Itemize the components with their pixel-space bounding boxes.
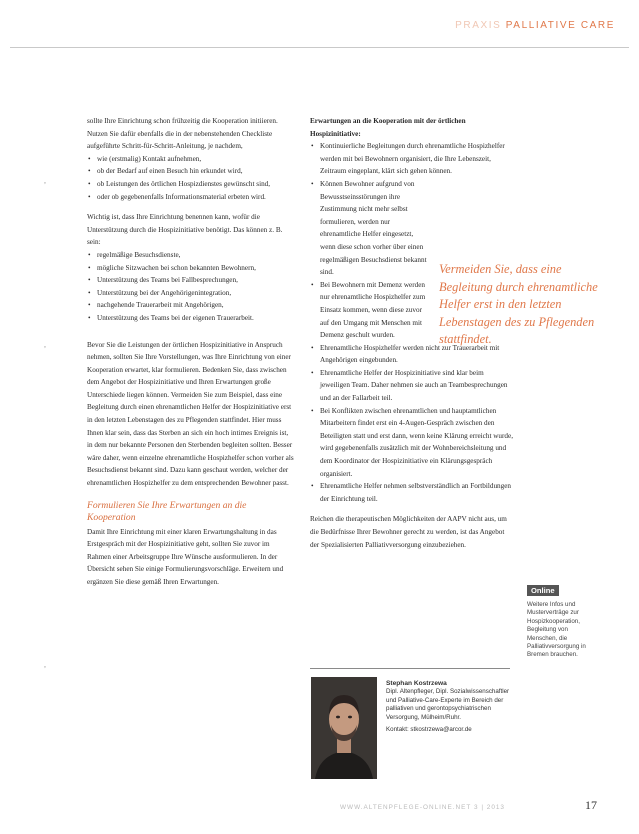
body-paragraph: Bevor Sie die Leistungen der örtlichen Hospizinitiative in Anspruch nehmen, sollten Sie Ihre Vorstellungen, was Ihre Einrichtung von einer Kooperation erwartet, klar formulieren. Bedenken Sie, dass zwischen dem Angebot der Hospizinitiative und Ihren Erwartungen große Unterschiede liegen können. Vermeiden Sie zum Beispiel, dass eine Begleitung durch einen ehrenamtlichen Helfer der Hospizinitiative erst in den letzten Lebenstagen des zu Pflegenden stattfindet. Hier muss Ihnen klar sein, dass das Sterben an sich ein hoch intimes Ereignis ist, in dem nur bekannte Personen den Sterbenden begleiten sollten. Besser wäre daher, wenn einzelne ehrenamtliche Hospizhelfer schon vorher als Besuchsdienst bekannt sind. Dazu kann geschaut werden, welcher der ehrenamtlichen Hospizhelfer zu dem entsprechenden Bewohner passt. (87, 340, 294, 488)
list-item: • oder ob gegebenenfalls Informationsmaterial erbeten wird. (87, 191, 294, 204)
header-rule (10, 47, 629, 48)
online-tag: Online (527, 585, 559, 596)
online-text: Weitere Infos und Musterverträge zur Hospizkooperation, Begleitung von Menschen, die Palliativversorgung in Bremen brauchen. (527, 601, 586, 659)
pull-quote: Vermeiden Sie, dass eine Begleitung durch ehrenamtliche Helfer erst in den letzten Lebenstagen des zu Pflegenden stattfindet. (439, 262, 598, 347)
list-item: • Unterstützung des Teams bei der eigenen Trauerarbeit. (87, 312, 294, 325)
list-item: • Kontinuierliche Begleitungen durch ehrenamtliche Hospizhelfer werden mit bei Bewohnern organisiert, die Ihre Lebenszeit, Zeitraum eingeplant, klärt sich gehen können. (310, 140, 515, 178)
closing-paragraph: Reichen die therapeutischen Möglichkeiten der AAPV nicht aus, um die Bedürfnisse Ihrer Bewohner gerecht zu werden, ist das Angebot der Spezialisierten Palliativversorgung einzubeziehen. (310, 515, 507, 549)
online-box (527, 580, 597, 660)
list-item: • Bei Konflikten zwischen ehrenamtlichen und hauptamtlichen Mitarbeitern findet erst ein 4-Augen-Gespräch zwischen den Beteiligten statt und erst dann, wenn keine Klärung erreicht wurde, wird gegebenenfalls zusätzlich mit der Wohnbereichsleitung und dem Koordinator der Hospizinitiative ein Klärungsgespräch organisiert. (310, 405, 515, 481)
list-item: • nachgehende Trauerarbeit mit Angehörigen, (87, 299, 294, 312)
needs-paragraph: Wichtig ist, dass Ihre Einrichtung benennen kann, wofür die Unterstützung durch die Hospizinitiative benötigt. Das können z. B. sein: (87, 213, 283, 247)
list-item: • Ehrenamtliche Hospizhelfer werden nicht zur Trauerarbeit mit Angehörigen eingebunden. (310, 342, 515, 367)
author-divider (310, 668, 510, 669)
contact-list (87, 153, 294, 203)
section-header (455, 20, 615, 31)
author-name: Stephan Kostrzewa (386, 680, 447, 687)
author-email: Kontakt: stkostrzewa@arcor.de (386, 726, 472, 734)
left-column (87, 115, 294, 589)
author-bio: Dipl. Altenpfleger, Dipl. Sozialwissenschaftler und Palliative-Care-Experte im Bereich der palliativen und gerontopsychiatrischen Versorgung, Mülheim/Ruhr. (386, 688, 510, 721)
margin-tick: , (44, 176, 46, 185)
expectations-heading: Erwartungen an die Kooperation mit der örtlichen Hospizinitiative: (310, 117, 466, 138)
body-paragraph: Damit Ihre Einrichtung mit einer klaren Erwartungshaltung in das Erstgespräch mit der Hospizinitiative geht, sollten Sie zuvor im Rahmen einer Arbeitsgruppe Ihre Wünsche ausformulieren. In der Übersicht sehen Sie einige Formulierungsvorschläge. Erweitern und ergänzen Sie diese gemäß Ihren Erwartungen. (87, 527, 284, 586)
list-item: • Können Bewohner aufgrund von Bewusstseinsstörungen ihre Zustimmung nicht mehr selbst formulieren, werden nur ehrenamtliche Helfer eingesetzt, wenn diese schon vorher über einen regelmäßigen Besuchsdienst bekannt sind. (310, 178, 428, 279)
page-number: 17 (585, 798, 597, 812)
needs-list (87, 249, 294, 325)
section-label: PRAXIS (455, 20, 502, 31)
list-item: • ob der Bedarf auf einen Besuch hin erkundet wird, (87, 165, 294, 178)
list-item: • Ehrenamtliche Helfer nehmen selbstverständlich an Fortbildungen der Einrichtung teil. (310, 480, 515, 505)
topic-label: PALLIATIVE CARE (505, 20, 615, 31)
portrait-image (311, 677, 377, 779)
list-item: • regelmäßige Besuchsdienste, (87, 249, 294, 262)
margin-tick: , (44, 660, 46, 669)
list-item: • mögliche Sitzwachen bei schon bekannten Bewohnern, (87, 262, 294, 275)
list-item: • Ehrenamtliche Helfer der Hospizinitiative sind klar beim jeweiligen Team. Daher nehmen sie auch an Teambesprechungen und an der Fallarbeit teil. (310, 367, 515, 405)
author-box (386, 680, 516, 734)
footer-url: WWW.ALTENPFLEGE-ONLINE.NET 3 | 2013 (340, 804, 505, 811)
author-photo (311, 677, 377, 779)
list-item: • Unterstützung bei der Angehörigenintegration, (87, 287, 294, 300)
section-heading: Formulieren Sie Ihre Erwartungen an die Kooperation (87, 499, 247, 523)
list-item: • Unterstützung des Teams bei Fallbesprechungen, (87, 274, 294, 287)
margin-tick: , (44, 340, 46, 349)
list-item: • ob Leistungen des örtlichen Hospizdienstes gewünscht sind, (87, 178, 294, 191)
list-item: • Bei Bewohnern mit Demenz werden nur ehrenamtliche Hospizhelfer zum Einsatz kommen, wenn diese zuvor auf den Umgang mit Menschen mit Demenz geschult wurden. (310, 279, 428, 342)
intro-paragraph: sollte Ihre Einrichtung schon frühzeitig die Kooperation initiieren. Nutzen Sie dafür ebenfalls die in der nebenstehenden Checkliste aufgeführte Schritt-für-Schritt-Anleitung, je nachdem, (87, 117, 278, 151)
list-item: • wie (erstmalig) Kontakt aufnehmen, (87, 153, 294, 166)
